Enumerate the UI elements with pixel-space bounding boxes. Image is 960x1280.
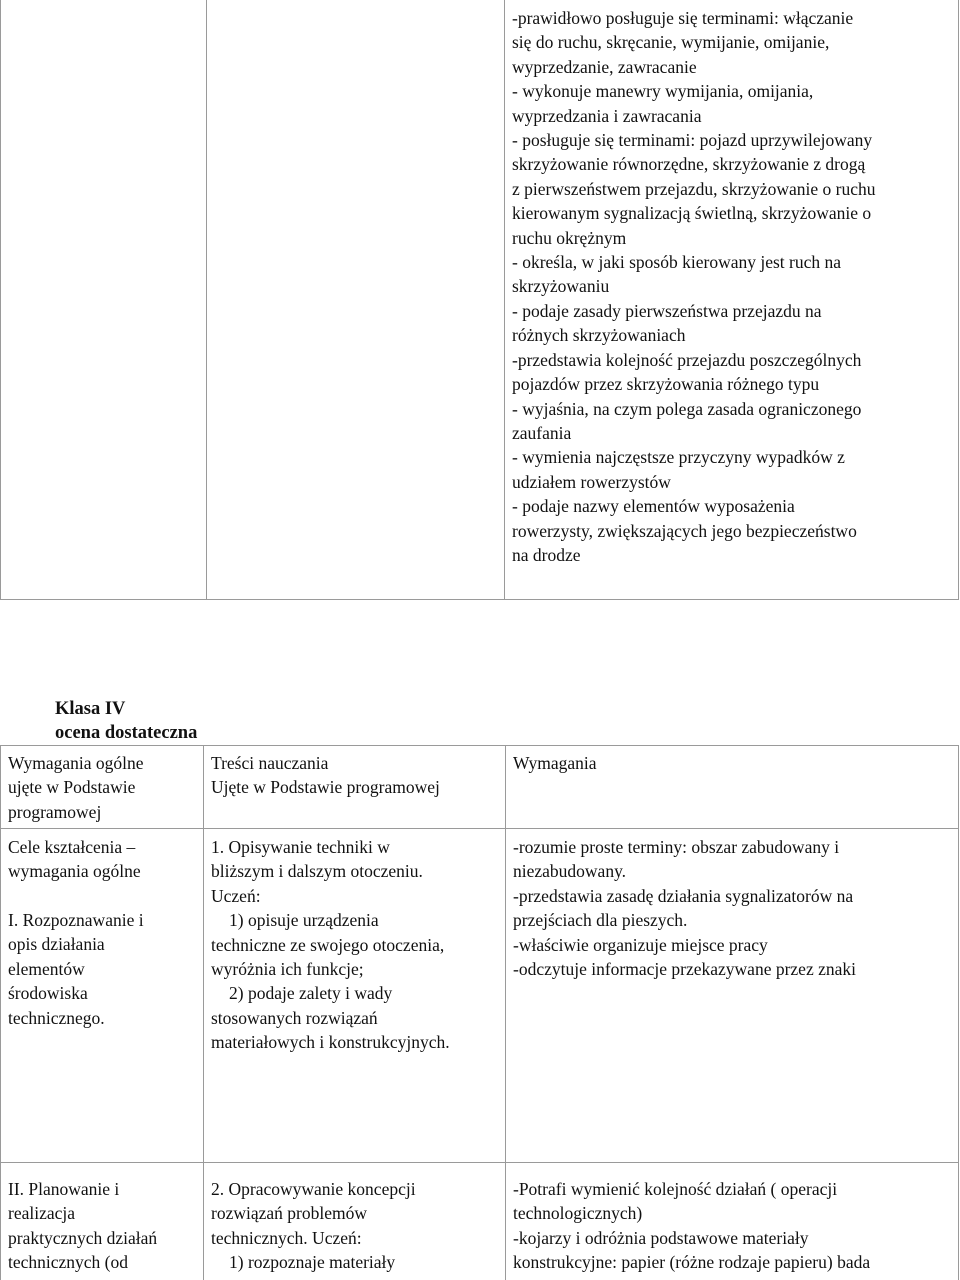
text-line: programowej [8, 801, 102, 822]
text-line: technicznych (od [8, 1252, 129, 1273]
text-line: - wyjaśnia, na czym polega zasada ograniczonego [512, 398, 862, 419]
text-line: udziałem rowerzystów [512, 471, 671, 492]
text-line: Ujęte w Podstawie programowej [211, 777, 440, 798]
row1-education-goals [8, 835, 141, 884]
text-line: 1) rozpoznaje materiały [229, 1252, 396, 1273]
table-divider-2 [505, 745, 506, 1280]
text-line: pojazdów przez skrzyżowania różnego typu [512, 374, 820, 395]
text-line: wyprzedzania i zawracania [512, 105, 702, 126]
text-line: na drodze [512, 544, 581, 565]
text-line: I. Rozpoznawanie i [8, 910, 144, 930]
text-line: z pierwszeństwem przejazdu, skrzyżowanie o ruchu [512, 178, 876, 199]
text-line: - podaje nazwy elementów wyposażenia [512, 496, 795, 517]
text-line: -prawidłowo posługuje się terminami: włączanie [512, 8, 854, 28]
table-top-border [0, 745, 959, 746]
text-line: -kojarzy i odróżnia podstawowe materiały [513, 1227, 809, 1248]
grade-label: ocena dostateczna [55, 723, 198, 743]
text-line: -Potrafi wymienić kolejność działań ( operacji [513, 1179, 838, 1199]
row1-goal-recognition [8, 908, 144, 1030]
row1-requirements [513, 835, 856, 981]
text-line: praktycznych działań [8, 1227, 158, 1248]
text-line: wyróżnia ich funkcje; [211, 959, 364, 980]
text-line: 2. Opracowywanie koncepcji [211, 1179, 416, 1199]
table-border-left [0, 745, 1, 1280]
top-table-border-right [958, 0, 959, 600]
text-line: technologicznych) [513, 1203, 643, 1224]
text-line: skrzyżowaniu [512, 276, 610, 297]
text-line: II. Planowanie i [8, 1179, 120, 1199]
text-line: wyprzedzanie, zawracanie [512, 56, 697, 77]
row2-requirements [513, 1177, 870, 1275]
text-line: środowiska [8, 983, 88, 1004]
row2-goal-planning [8, 1177, 157, 1275]
text-line: -rozumie proste terminy: obszar zabudowany i [513, 837, 840, 857]
text-line: wymagania ogólne [8, 861, 141, 882]
text-line: rozwiązań problemów [211, 1203, 367, 1224]
row1-content-description [211, 835, 450, 1055]
header-general-requirements [8, 751, 144, 824]
text-line: 1) opisuje urządzenia [229, 910, 379, 931]
text-line: rowerzysty, zwiększających jego bezpieczeństwo [512, 520, 857, 541]
text-line: Wymagania ogólne [8, 753, 144, 773]
text-line: elementów [8, 958, 85, 979]
text-line: techniczne ze swojego otoczenia, [211, 934, 445, 955]
header-teaching-content [211, 751, 440, 800]
text-line: -przedstawia kolejność przejazdu poszczególnych [512, 349, 862, 370]
table-border-right [958, 745, 959, 1280]
table-row1-bottom [0, 1162, 959, 1163]
text-line: niezabudowany. [513, 861, 627, 882]
text-line: ujęte w Podstawie [8, 777, 136, 798]
text-line: - wymienia najczęstsze przyczyny wypadków z [512, 447, 845, 468]
class-label: Klasa IV [55, 699, 126, 719]
text-line: opis działania [8, 934, 105, 955]
row2-content-concepts [211, 1177, 416, 1275]
header-requirements [513, 751, 597, 775]
text-line: kierowanym sygnalizacją świetlną, skrzyżowanie o [512, 203, 872, 224]
table-header-bottom [0, 828, 959, 829]
text-line: stosowanych rozwiązań [211, 1007, 378, 1028]
text-line: przejściach dla pieszych. [513, 910, 688, 931]
top-table-requirements [512, 6, 875, 567]
text-line: 1. Opisywanie techniki w [211, 837, 390, 857]
text-line: konstrukcyjne: papier (różne rodzaje papieru) bada [513, 1252, 871, 1273]
text-line: różnych skrzyżowaniach [512, 325, 686, 346]
text-line: skrzyżowanie równorzędne, skrzyżowanie z drogą [512, 154, 866, 175]
text-line: zaufania [512, 422, 572, 443]
text-line: Uczeń: [211, 885, 261, 906]
text-line: technicznych. Uczeń: [211, 1227, 362, 1248]
text-line: Treści nauczania [211, 753, 329, 773]
text-line: materiałowych i konstrukcyjnych. [211, 1032, 450, 1053]
text-line: - określa, w jaki sposób kierowany jest ruch na [512, 252, 842, 273]
text-line: technicznego. [8, 1007, 105, 1028]
top-table-divider-2 [504, 0, 505, 600]
text-line: - wykonuje manewry wymijania, omijania, [512, 81, 814, 102]
top-table-divider-1 [206, 0, 207, 600]
text-line: - podaje zasady pierwszeństwa przejazdu na [512, 300, 822, 321]
text-line: bliższym i dalszym otoczeniu. [211, 861, 423, 882]
text-line: -odczytuje informacje przekazywane przez znaki [513, 959, 856, 980]
text-line: -przedstawia zasadę działania sygnalizatorów na [513, 885, 854, 906]
text-line: się do ruchu, skręcanie, wymijanie, omijanie, [512, 32, 830, 53]
text-line: 2) podaje zalety i wady [229, 983, 393, 1004]
top-table-border-bottom [0, 599, 959, 600]
text-line: Cele kształcenia – [8, 837, 136, 857]
table-divider-1 [203, 745, 204, 1280]
text-line: ruchu okrężnym [512, 227, 627, 248]
top-table-border-left [0, 0, 1, 600]
text-line: -właściwie organizuje miejsce pracy [513, 934, 768, 955]
text-line: realizacja [8, 1203, 76, 1224]
text-line: Wymagania [513, 753, 597, 773]
text-line: - posługuje się terminami: pojazd uprzywilejowany [512, 130, 873, 151]
